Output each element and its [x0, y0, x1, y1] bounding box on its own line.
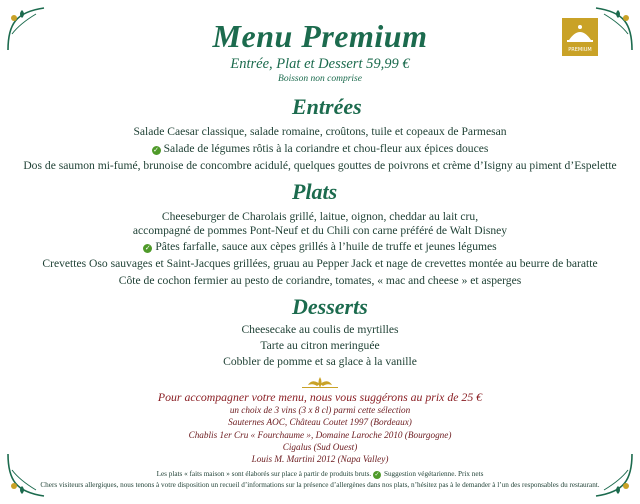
dessert-item: Cobbler de pomme et sa glace à la vanille: [223, 355, 417, 368]
vegetarian-leaf-icon: ✓: [374, 471, 380, 478]
entree-item-text: Salade de légumes rôtis à la coriandre et chou-fleur aux épices douces: [163, 142, 489, 155]
wine-line: Louis M. Martini 2012 (Napa Valley): [251, 454, 389, 464]
badge-label: PREMIUM: [568, 47, 592, 53]
section-title-entrees: Entrées: [292, 94, 362, 119]
plat-item: Côte de cochon fermier au pesto de coriandre, tomates, « mac and cheese » et asperges: [118, 274, 522, 287]
fleur-de-lis-ornament-icon: [300, 376, 340, 390]
entree-item: Salade Caesar classique, salade romaine, croûtons, tuile et copeaux de Parmesan: [133, 125, 507, 138]
plat-item-text: Pâtes farfalle, sauce aux cèpes grillés à l’huile de truffe et jeunes légumes: [155, 240, 497, 253]
vegetarian-leaf-icon: ✓: [153, 146, 160, 154]
footer-note: [0, 470, 640, 479]
plat-item: Cheeseburger de Charolais grillé, laitue, oignon, cheddar au lait cru,: [161, 210, 479, 223]
footer-veg-text: Suggestion végétarienne. Prix nets: [383, 470, 484, 478]
menu-price: Entrée, Plat et Dessert 59,99 €: [230, 56, 410, 72]
wine-line: un choix de 3 vins (3 x 8 cl) parmi cette sélection: [229, 405, 411, 415]
footer-homemade-text: Les plats « faits maison » sont élaborés sur place à partir de produits bruts.: [156, 470, 372, 478]
vegetarian-leaf-icon: ✓: [144, 244, 151, 252]
wine-pairing-intro: Pour accompagner votre menu, nous vous suggérons au prix de 25 €: [157, 390, 483, 404]
entree-item: Dos de saumon mi-fumé, brunoise de concombre acidulé, quelques gouttes de poivrons et crème d’Isigny au piment d’Espelette: [23, 159, 617, 172]
section-title-desserts: Desserts: [292, 294, 368, 319]
section-title-plats: Plats: [292, 179, 338, 204]
dessert-item: Cheesecake au coulis de myrtilles: [241, 323, 399, 336]
drinks-note: Boisson non comprise: [278, 74, 362, 84]
menu-title: Menu Premium: [212, 18, 428, 54]
entree-item: [0, 142, 640, 155]
wine-line: Chablis 1er Cru « Fourchaume », Domaine Laroche 2010 (Bourgogne): [188, 430, 452, 440]
plat-item: Crevettes Oso sauvages et Saint-Jacques grillées, gruau au Pepper Jack et nage de crevettes montée au beurre de baratte: [42, 257, 598, 270]
plat-item: [0, 240, 640, 253]
wine-line: Cigalus (Sud Ouest): [282, 442, 358, 452]
allergen-note: Chers visiteurs allergiques, nous tenons à votre disposition un recueil d’informations sur la présence d’allergènes dans nos plats, n’hésitez pas à le demander à l’un des responsables du restaurant.: [40, 481, 600, 489]
wine-line: Sauternes AOC, Château Coutet 1997 (Bordeaux): [228, 417, 412, 427]
dessert-item: Tarte au citron meringuée: [260, 339, 380, 352]
plat-item: accompagné de pommes Pont-Neuf et du Chili con carne préféré de Walt Disney: [132, 224, 508, 237]
